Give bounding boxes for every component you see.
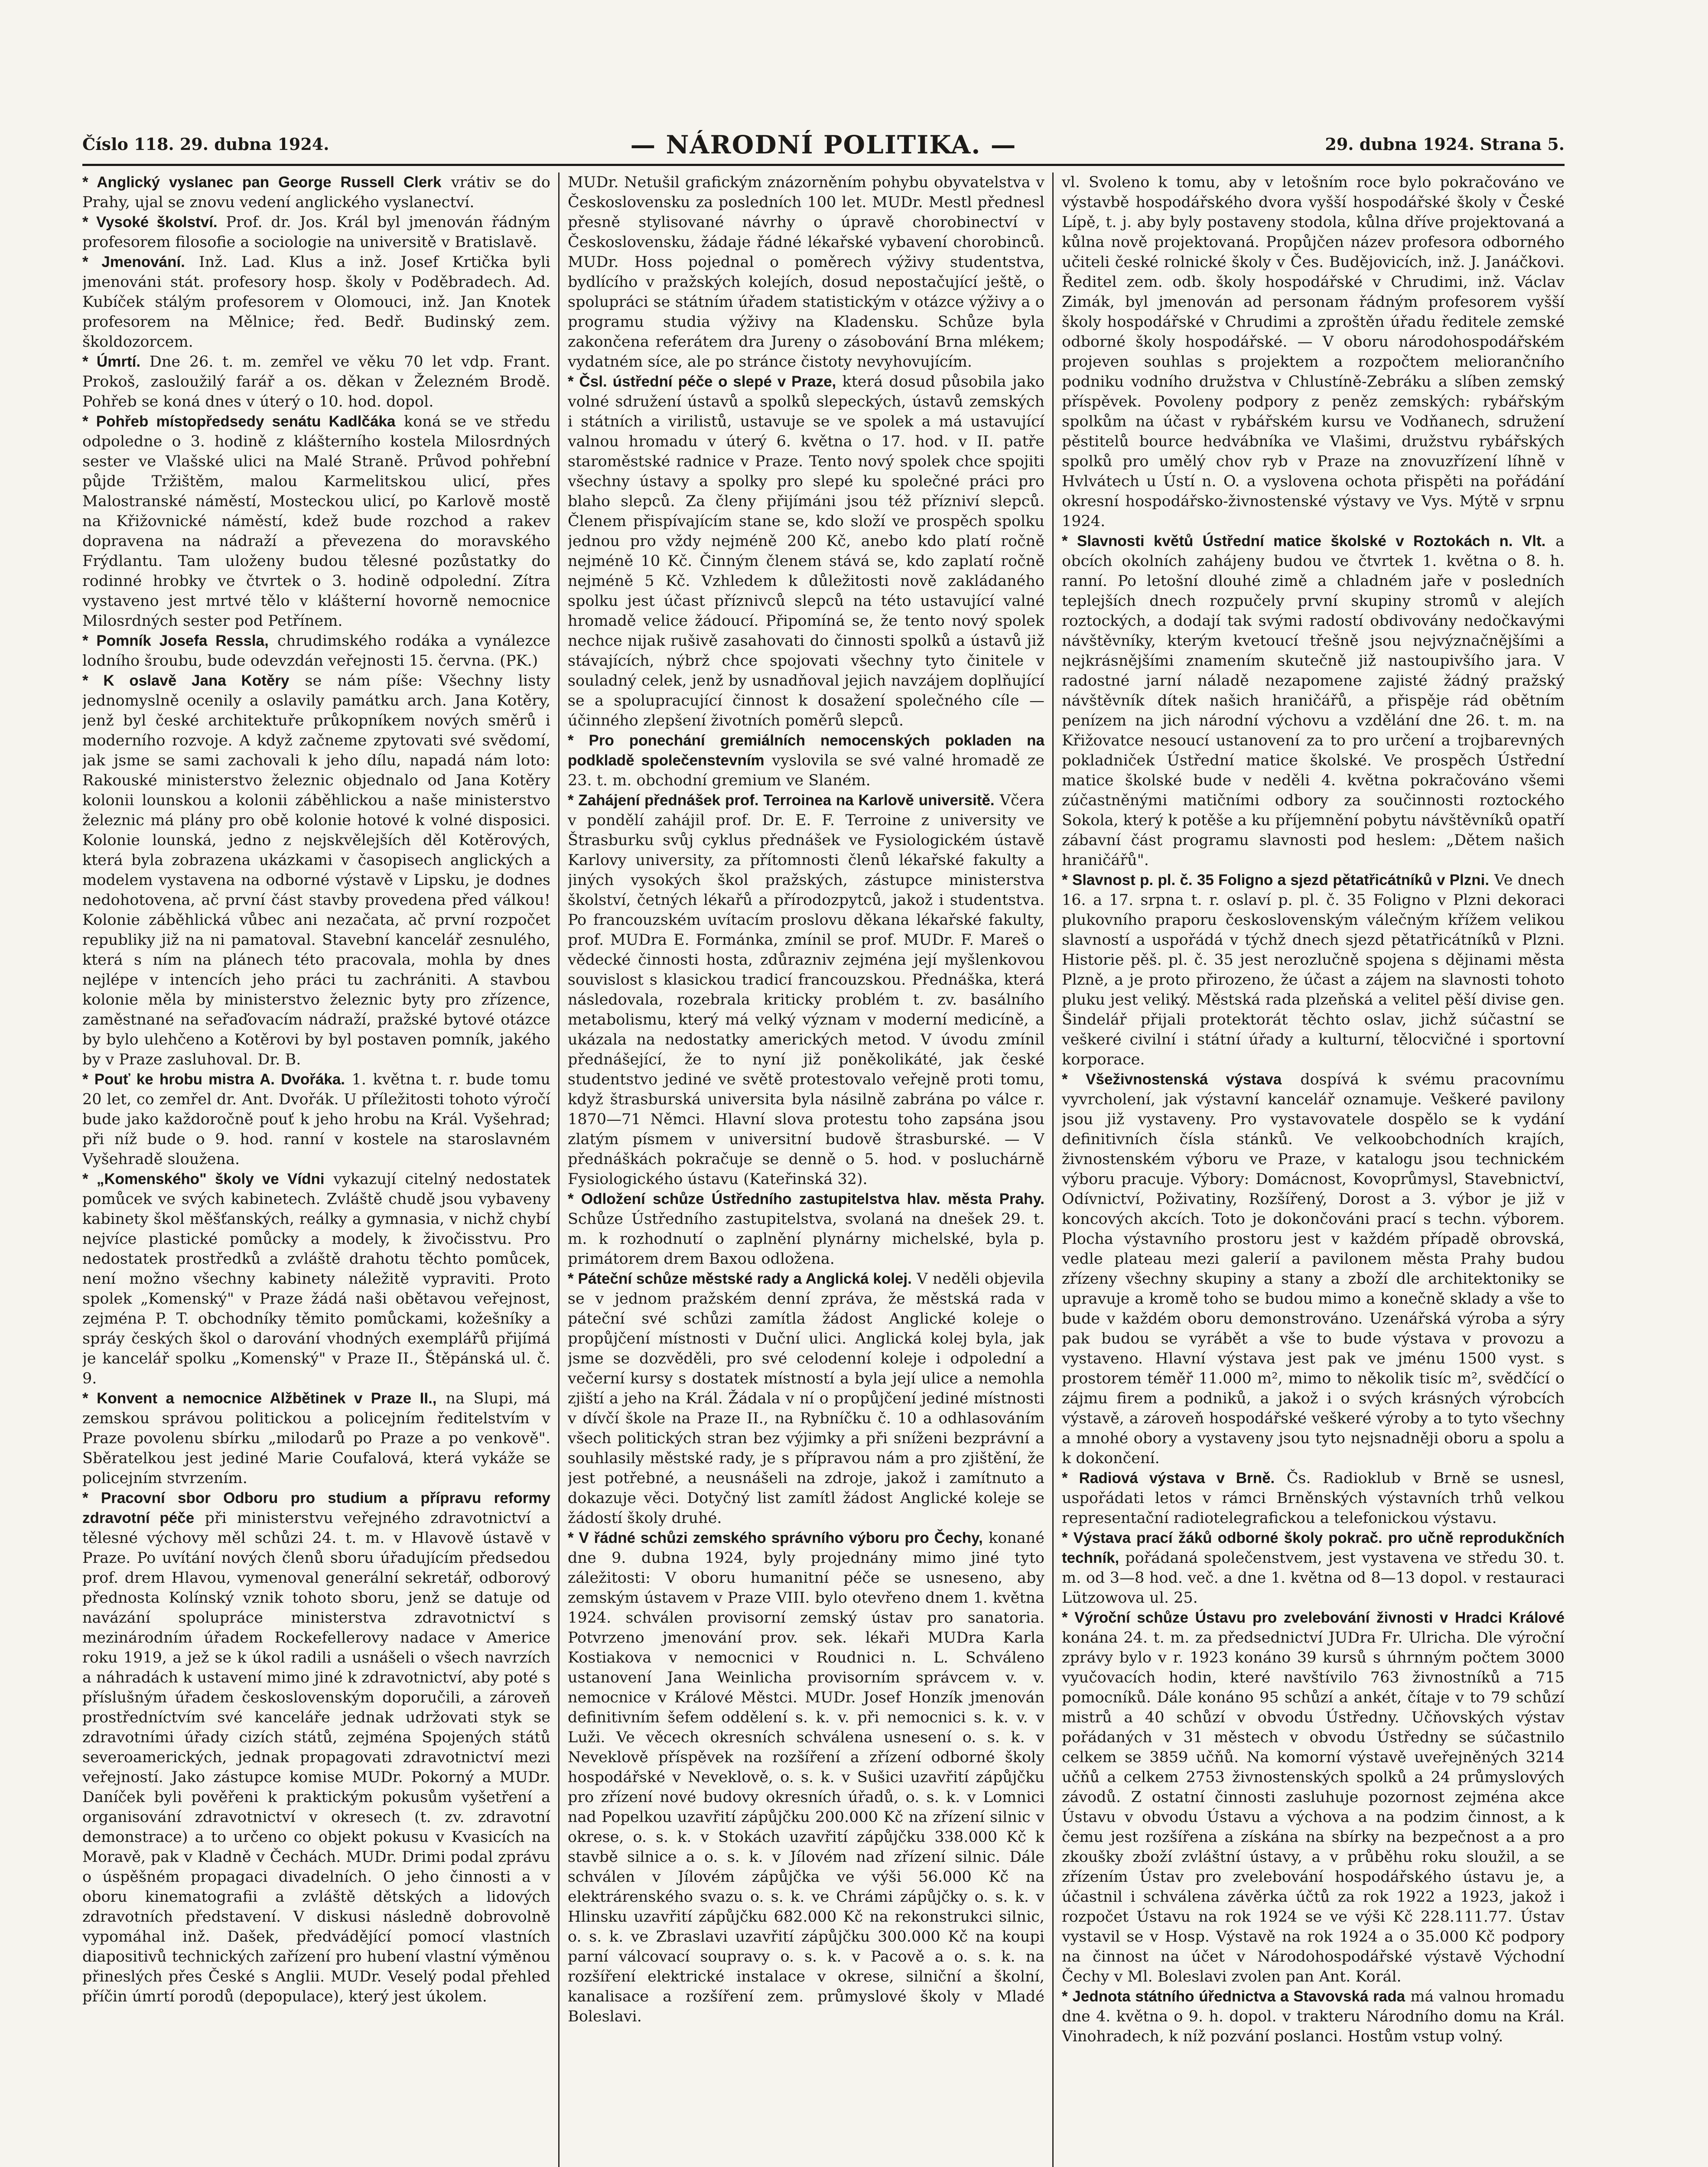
article [568,1189,1044,1269]
article-body: konána 24. t. m. za předsednictví JUDra Fr. Ulricha. Dle výroční zprávy bylo v r. 1923 konáno 39 kursů s úhrnným počtem 3000 vyučovacích hodin, které navštívilo 763 živnostníků a 715 pomocníků. Dále konáno 95 schůzí a ankét, čítaje v to 79 schůzí mistrů a 40 schůzí v obvodu Ústředny. Učňovských výstav pořádaných v 31 městech v obvodu Ústředny se súčastnilo celkem se 3859 učňů. Na komorní výstavě uveřejněných 3214 učňů a celkem 2753 živnostenských spolků a 24 průmyslových závodů. Z ostatní činnosti zasluhuje pozornost zejména akce Ústavu v obvodu Ústavu a výchova a na podzim činnost, a k čemu jest rozšířena a získána na sbírky na bezpečnost a a pro zkoušky zboží zvláštní ústavy, a v průběhu roku sloužil, a se zřízením Ústav pro zvelebování hospodářského ústavu je, a účastnil i schválena závěrka účtů za rok 1922 a 1923, jakož i rozpočet Ústavu na rok 1924 se ve výši Kč 228.111.77. Ústav vystavil se v Hosp. Výstavě na rok 1924 a o 35.000 Kč podpory na činnost na účet v Národohospodářské výstavě Východní Čechy v Ml. Boleslavi zvolen pan Ant. Korál. [1062,1629,1565,1985]
article-body: vl. Svoleno k tomu, aby v letošním roce bylo pokračováno ve výstavbě hospodářského dvora vyšší hospodářské školy v České Lípě, t. j. aby byly postaveny stodola, kůlna dříve projektovaná a kůlna nově projektovaná. Propůjčen název profesora odborného učiteli české rolnické školy v Čes. Budějovicích, inž. J. Janáčkovi. Ředitel zem. odb. školy hospodářské v Chrudimi, inž. Václav Zimák, byl jmenován ad personam řádným profesorem vyšší školy hospodářské v Chrudimi a zproštěn úřadu ředitele zemské odborné školy hospodářské. — V oboru národohospodářském projeven souhlas s projektem a rozpočtem meliorančního podniku vodního družstva v Chlustíně-Zebráku a slíben zemský příspěvek. Povoleny podpory z peněz zemských: rybářským spolkům na účast v rybářském kursu ve Vodňanech, sdružení pěstitelů bource hedvábníka ve Vlašimi, družstvu rybářských spolků pro umělý chov ryb v Praze na znovuzřízení líhně v Hvlvátech u Ústí n. O. a vyslovena ochota přispěti na pořádání okresní hospodářsko-živnostenské výstavy ve Vys. Mýtě v srpnu 1924. [1062,174,1565,530]
article [1062,531,1565,870]
article-headline: * Anglický vyslanec pan George Russell Clerk [82,174,442,191]
column-3 [1062,172,1565,2167]
article-headline: * Pouť ke hrobu mistra A. Dvořáka. [82,1071,345,1088]
article [82,1488,550,2007]
article-body: Včera v pondělí zahájil prof. Dr. E. F. Terroine z university ve Štrasburku svůj cyklus přednášek ve Fysiologickém ústavě Karlovy university, za přítomnosti členů lékařské fakulty a jiných vysokých škol pražských, zástupce ministerstva školství, četných lékařů a přírodozpytců, jakož i studentstva. Po francouzském uvítacím proslovu děkana lékařské fakulty, prof. MUDra E. Formánka, zmínil se prof. MUDr. F. Mareš o vědecké činnosti hosta, zdůrazniv zejména její myšlenkovou souvislost s klasickou tradicí francouzskou. Přednáška, která následovala, rozebrala kriticky problém t. zv. basálního metabolismu, který má velký význam v moderní medicíně, a ukázala na nedostatky amerických metod. V úvodu zmínil přednášející, že to nyní již poněkolikáté, jak české studentstvo jediné ve světě protestovalo veřejně proti tomu, když štrasburská universita byla násilně zabrána po válce r. 1870—71 Němci. Hlavní slova protestu toho zapsána jsou zlatým písmem v universitní budově štrasburské. — V přednáškách pokračuje se denně o 5. hod. v posluchárně Fysiologického ústavu (Kateřinská 32). [568,792,1044,1188]
article-headline: * Zahájení přednášek prof. Terroinea na Karlově universitě. [568,792,995,809]
article-body: chrudimského rodáka a vynálezce lodního šroubu, bude odevzdán veřejnosti 15. června. (PK.) [82,632,550,670]
article-body: Prof. dr. Jos. Král byl jmenován řádným profesorem filosofie a sociologie na universitě v Bratislavě. [82,214,550,251]
article [568,1528,1044,2027]
article-body: V neděli objevila se v jednom pražském denní zpráva, že městská rada v páteční své schůzi zamítla žádost Anglické koleje o propůjčení místnosti v Duční ulici. Anglická kolej byla, jak jsme se dozvěděli, pro své celodenní koleje i odpolední a večerní kursy s dostatek místností a byla její ulice a nemohla zjiští a jeho na Král. Žádala v ní o propůjčení jediné místnosti v dívčí škole na Praze II., na Rybníčku č. 10 a odhlasováním všech politických stran bez výjimky a při sníženi bezprávní a souhlasily městské rady, je s přípravou nám a pro zjištění, že jest potřebné, a neusnášeli na zdroje, jakož i zamítnuto a dokazuje věci. Dotyčný list zamítl žádost Anglické koleje se žádostí školy druhé. [568,1270,1044,1527]
article-body: při ministerstvu veřejného zdravotnictví a tělesné výchovy měl schůzi 24. t. m. v Hlavově ústavě v Praze. Po uvítání nových členů sboru úřadujícím předsedou prof. drem Hlavou, vymenoval generální sekretář, odborový přednosta Kolínský vznik tohoto sboru, jenž se datuje od navázání spolupráce ministerstva zdravotnictví s mezinárodním úřadem Rockefellerovy nadace v Americe roku 1919, a jež se k úkol radili a usnášeli o všech navrzích a náhradách k ustavení mimo jiné k zdravotnictví, aby poté s příslušným úřadem československým doporučili, a zároveň prostředníctvím své kanceláře jednak udržovati styk se zdravotními úřady cizích států, zejména Spojených států severoamerických, jednak propagovati zdravotnictví mezi veřejností. Jako zástupce komise MUDr. Pokorný a MUDr. Daníček byli pověřeni k praktickým pokusům vyšetření a organisování zdravotnictví v okresech (t. zv. zdravotní demonstrace) a to určeno co objekt pokusu v Kvasicích na Moravě, pak v Kladně v Čechách. MUDr. Drimi podal zprávu o úspěšném propagaci divadelních. O jeho činnosti a v oboru kinematografii a zvláště dětských a lidových zdravotních představení. V diskusi následně dobrovolně vypomáhal inž. Dašek, předvádějící pomocí vlastních diapositivů technických zařízení pro hubení vlastní výměnou přineslých přes České s Anglii. MUDr. Veselý podal přehled příčin úmrtí porodů (depopulace), který jest úkolem. [82,1510,550,2005]
article [82,252,550,352]
article-body: vykazují citelný nedostatek pomůcek ve svých kabinetech. Zvláště chudě jsou vybaveny kabinety škol měšťanských, reálky a gymnasia, v nichž chybí nejvíce plastické pomůcky a modely, k živočisstvu. Pro nedostatek prostředků a zvláště drahotu těchto pomůcek, není možno všechny kabinety náležitě vypraviti. Proto spolek „Komenský" v Praze žádá naši obětavou veřejnost, zejména P. T. obchodníky těmito pomůckami, kožešníky a spráy českých škol o darování vhodných exemplářů přijímá je kancelář spolku „Komenský" v Praze II., Štěpánská ul. č. 9. [82,1171,550,1387]
article [1062,1987,1565,2047]
article-headline: * Slavnosti květů Ústřední matice školské v Roztokách n. Vlt. [1062,533,1546,550]
article-headline: * K oslavě Jana Kotěry [82,672,290,689]
article-headline: * Radiová výstava v Brně. [1062,1470,1275,1487]
issue-number: Číslo 118. 29. dubna 1924. [82,134,329,154]
article-body: koná se ve středu odpoledne o 3. hodině z klášterního kostela Milosrdných sester ve Vlašské ulici na Malé Straně. Průvod pohřební půjde Tržištěm, malou Karmelitskou ulicí, přes Malostranské náměstí, Mosteckou ulicí, po Karlově mostě na Křižovnické náměstí, kdež bude rozchod a rakev dopravena na nádraží a převezena do moravského Frýdlantu. Tam uloženy budou tělesné pozůstatky do rodinné hrobky ve čtvrtek o 3. hodině odpolední. Zítra vystaveno jest mrtvé tělo v klášterní hovorně nemocnice Milosrdných sester pod Petřínem. [82,413,550,630]
article-body: Čs. Radioklub v Brně se usnesl, uspořádati letos v rámci Brněnských výstavních trhů velkou representační radiotelegrafickou a telefonickou výstavu. [1062,1470,1565,1527]
article-headline: * V řádné schůzi zemského správního výboru pro Čechy, [568,1529,983,1546]
column-2 [568,172,1044,2167]
article-body: má valnou hromadu dne 4. května o 9. h. dopol. v trakteru Národního domu na Král. Vinohradech, k níž pozvání poslanci. Hostům vstup volný. [1062,1988,1565,2045]
article [82,1389,550,1488]
page-header [82,130,1565,165]
article [82,1070,550,1169]
article-body: MUDr. Netušil grafickým znázorněním pohybu obyvatelstva v Československu za posledních 100 let. MUDr. Mestl přednesl přesně stylisované návrhy o úpravě chorobinectví v Československu, žádaje řádné lékařské vybavení chorobinců. MUDr. Hoss pojednal o poměrech výživy studentstva, bydlícího v pražských kolejích, dosud nepostačující ještě, o spolupráci se státním úřadem statistickým v otázce výživy a o programu studia výživy na Kladensku. Schůze byla zakončena referátem dra Jureny o zásobování Brna mlékem; vydatném síce, ale po stránce čistoty nevyhovujícím. [568,174,1044,371]
article-body: konané dne 9. dubna 1924, byly projednány mimo jiné tyto záležitosti: V oboru humanitní péče se usneseno, aby zemským ústavem v Praze VIII. bylo otevřeno dnem 1. května 1924. schválen provisorní zemský ústav pro sanatoria. Potvrzeno jmenování prov. sek. lékaři MUDra Karla Kostiakova v nemocnici v Roudnici n. L. Schváleno ustanovení Jana Weinlicha provisorním správcem v. v. nemocnice v Králové Městci. MUDr. Josef Honzík jmenován definitivním šefem oddělení s. k. v. při nemocnici s. k. v. v Luži. Ve věcech okresních schválena usnesení o. s. k. v Neveklově příspěvek na rozšíření a zřízení odborné školy hospodářské v Neveklově, o. s. k. v Sušici uzavřití zápůjčku pro zřízení nové budovy okresních úřadů, o. s. k. v Lomnici nad Popelkou uzavřití zápůjčku 200.000 Kč na zřízení silnic v okrese, o. s. k. v Stokách uzavřití zápůjčku 338.000 Kč k stavbě silnice a o. s. k. v Jílovém nad zřízení silnic. Dále schválen v Jílovém zápůjčka ve výši 56.000 Kč na elektrárenského svazu o. s. k. ve Chrámi zápůjčky o. s. k. v Hlinsku uzavřití zápůjčku 682.000 Kč na rekonstrukci silnic, o. s. k. ve Zbraslavi uzavřití zápůjčku 300.000 Kč na koupi parní válcovací soupravy o. s. k. v Pacově a o. s. k. na rozšíření elektrické instalace v okrese, silniční a školní, kanalisace a rozšíření zem. průmyslové školy v Mladé Boleslavi. [568,1529,1044,2025]
article-body: pořádaná společenstvem, jest vystavena ve středu 30. t. m. od 3—8 hod. več. a dne 1. května od 8—13 dopol. v restauraci Lützowova ul. 25. [1062,1549,1565,1607]
article-headline: * „Komenského" školy ve Vídni [82,1171,325,1188]
article [82,352,550,412]
article [568,372,1044,731]
article-headline: * Slavnost p. pl. č. 35 Foligno a sjezd pětatřicátníků v Plzni. [1062,872,1490,888]
article-headline: * Páteční schůze městské rady a Anglická kolej. [568,1270,912,1287]
article-headline: * Jednota státního úřednictva a Stavovská rada [1062,1988,1405,2005]
article-body: vrátiv se do Prahy, ujal se znovu vedení anglického vyslanectví. [82,174,550,211]
article [82,671,550,1070]
article [1062,1468,1565,1528]
article [1062,1608,1565,1987]
masthead-title: — NÁRODNÍ POLITIKA. — [630,130,1017,159]
article-body: dospívá k svému pracovnímu vyvrcholení, jak výstavní kancelář oznamuje. Veškeré pavilony jsou již vystaveny. Pro vystavovatele dospělo se k vydání definitivních čísla stánků. Ve velkoobchodních krajích, živnostenském výboru ve Praze, v katalogu jsou technickém výboru pracuje. Výbory: Domácnost, Kovoprůmysl, Stavebnictví, Odívnictví, Poživatiny, Rozšířený, Dorost a 3. výbor je již v koncových akcích. Toto je dokončováni prací s techn. výborem. Plocha výstavního prostoru jest v každém případě obrovská, vedle plateau mezi galerií a pavilonem města Prahy budou zřízeny všechny skupiny a stany a zboží dle architektoniky se upravuje a kromě toho se budou mimo a konečně sklady a vše to bude v každém oboru demonstrováno. Uzenářská výroba a sýry pak budou se vyrábět a vše to bude výstava v provozu a vystaveno. Hlavní výstava jest pak ve jménu 1500 vyst. s prostorem téměř 11.000 m², mimo to několik tisíc m², svědčící o zájmu firem a podniků, a jakož i o svých krásných výrobcích výstavě, a zároveň hospodářské veškeré výroby a to tyto všechny a mnohé obory a vystaveny jsou tyto nejsnadněji oboru a spolu a k dokončení. [1062,1071,1565,1467]
header-divider [82,164,1565,166]
article [1062,870,1565,1070]
article-body: Schůze Ústředního zastupitelstva, svolaná na dnešek 29. t. m. k rozhodnutí o zaplnění plynárny michelské, byla p. primátorem drem Baxou odložena. [568,1210,1044,1268]
article-headline: * Čsl. ústřední péče o slepé v Praze, [568,373,836,390]
article-headline: * Výroční schůze Ústavu pro zvelebování živnosti v Hradci Králové [1062,1609,1565,1626]
column-divider [558,172,560,2167]
article [82,412,550,631]
article-body: Ve dnech 16. a 17. srpna t. r. oslaví p. pl. č. 35 Foligno v Plzni dekoraci plukovního praporu československým válečným křížem velikou slavností a uspořádá v týchž dnech sjezd pětatřicátníků v Plzni. Historie pěš. pl. č. 35 jest nerozlučně spojena s dějinami města Plzně, a je proto přirozeno, že účast a zájem na slavnosti tohoto pluku jest veliký. Městská rada plzeňská a velitel pěší divise gen. Šindelář přijali protektorát těchto oslav, jichž súčastní se veškeré civilní i státní úřady a kulturní, tělocvičné i sportovní korporace. [1062,872,1565,1068]
article [1062,1070,1565,1468]
article-headline: * Pomník Josefa Ressla, [82,632,269,649]
article-headline: * Úmrtí. [82,353,141,370]
article-headline: * Vysoké školství. [82,214,218,231]
article [82,212,550,252]
article-body: Inž. Lad. Klus a inž. Josef Krtička byli jmenováni stát. profesory hosp. školy v Poděbradech. Ad. Kubíček stálým profesorem v Olomouci, inž. Jan Knotek profesorem na Mělnice; řed. Bedř. Budinský zem. školdozorcem. [82,254,550,351]
article [82,172,550,212]
article [1062,172,1565,531]
article-headline: * Odložení schůze Ústředního zastupitelstva hlav. města Prahy. [568,1191,1044,1207]
article-body: se nám píše: Všechny listy jednomyslně ocenily a oslavily památku arch. Jana Kotěry, jenž byl české architektuře průkopníkem nových směrů i moderního rozvoje. A když začneme zpytovati své svědomí, jak jsme se sami zachovali k jeho dílu, napadá nám loto: Rakouské ministerstvo železnic objednalo od Jana Kotěry kolonii lounskou a kolonii záběhlickou a naše ministerstvo železnic má plány pro obě kolonie hotové k volné disposici. Kolonie lounská, jedno z nejskvělejších děl Kotěrových, která byla zobrazena ukázkami v časopisech anglických a modelem vystavena na odborné výstavě v Lipsku, je dodnes nedohotovena, ač první část stavby provedena před válkou! Kolonie záběhlická vůbec ani nezačata, ač první rozpočet republiky již na ni pamatoval. Stavební kancelář zesnulého, která s ním na plánech této pracovala, mohla by dnes nejlépe v intencích jeho práci tu zachrániti. A stavbou kolonie měla by ministerstvo železnic byty pro zřízence, zaměstnané na seřaďovacím nádraží, pražské bytové otázce by bylo ulehčeno a Kotěrovi by byl postaven pomník, jakého by v Praze zasluhoval. Dr. B. [82,672,550,1068]
date-page-number: 29. dubna 1924. Strana 5. [1325,134,1565,154]
article-headline: * Všeživnostenská výstava [1062,1071,1282,1088]
article-headline: * Výstava prací žáků odborné školy pokrač. pro učně reprodukčních techník, [1062,1529,1565,1566]
article [82,631,550,671]
article [568,731,1044,791]
article-body: 1. května t. r. bude tomu 20 let, co zemřel dr. Ant. Dvořák. U příležitosti tohoto výročí bude jako každoročně pouť k jeho hrobu na Král. Vyšehrad; při níž bude o 9. hod. ranní v kostele na staroslavném Vyšehradě sloužena. [82,1071,550,1168]
article [82,1169,550,1389]
article-body: Dne 26. t. m. zemřel ve věku 70 let vdp. Frant. Prokoš, zasloužilý farář a os. děkan v Železném Brodě. Pohřeb se koná dnes v úterý o 10. hod. dopol. [82,353,550,410]
article-headline: * Jmenování. [82,254,185,270]
column-divider [1052,172,1054,2167]
article-body: vyslovila se své valné hromadě ze 23. t. m. obchodní gremium ve Slaném. [568,752,1044,789]
article-body: a obcích okolních zahájeny budou ve čtvrtek 1. května o 8. h. ranní. Po letošní dlouhé zimě a chladném jaře v posledních teplejších dnech rozpučely první skupiny stromů v alejích roztockých, a dodají tak svými radostí obdivovány nedočkavými návštěvníky, kterým kvetoucí třešně jsou nejvýznačnějšími a nejkrásnějšími znamením skutečně již nastoupivšího jara. V radostné jarní náladě nezapomene zajisté žádný pražský návštěvník dítek našich hraničářů, a přispěje rád obětním penízem na jich národní výchovu a vzdělání dne 26. t. m. na Křižovatce nesoucí ustanovení za to pro určení a trojbarevných pokladniček Ústřední matice školské. Ve prospěch Ústřední matice školské bude v neděli 4. května pokračováno všemi zúčastněnými matičními odbory za součinnosti roztockého Sokola, který k potěše a ku příjemnění pobytu návštěvníků opatří zábavní část programu slavnosti pod heslem: „Dětem našich hraničářů". [1062,533,1565,869]
article [568,172,1044,372]
article-body: na Slupi, má zemskou správou politickou a policejním ředitelstvím v Praze povolenu sbírku „milodarů po Praze a po venkově". Sběratelkou jest jediné Marie Coufalová, která vykáže se policejním stvrzením. [82,1390,550,1487]
article [568,1269,1044,1528]
article-body: která dosud působila jako volné sdružení ústavů a spolků slepeckých, ústavů zemských i státních a virilistů, ustavuje se ve spolek a má ustavující valnou hromadu v úterý 6. května o 17. hod. v II. patře staroměstské radnice v Praze. Tento nový spolek chce spojiti všechny ústavy a spolky pro slepé ku společné práci pro blaho slepců. Za členy přijímáni jsou též přízniví slepců. Členem přispívajícím stane se, kdo složí ve prospěch spolku jednou pro vždy nejméně 200 Kč, anebo kdo platí ročně nejméně 10 Kč. Činným členem stává se, kdo zaplatí ročně nejméně 5 Kč. Vzhledem k důležitosti nově zakládaného spolku jest účast příznivců slepců na této ustavující valné hromadě velice žádoucí. Připomíná se, že tento nový spolek nechce nijak rušivě zasahovati do činnosti spolků a ústavů již stávajících, nýbrž chce spojovati všechny tyto činitele v souladný celek, jenž by usnadňoval jejich navzájem doplňující se a spolupracující činnost k dosažení společného cíle — účinného zlepšení životních poměrů slepců. [568,373,1044,729]
article [568,791,1044,1189]
article [1062,1528,1565,1608]
article-headline: * Konvent a nemocnice Alžbětinek v Praze II., [82,1390,437,1407]
article-headline: * Pracovní sbor Odboru pro studium a přípravu reformy zdravotní péče [82,1490,550,1526]
article-headline: * Pohřeb místopředsedy senátu Kadlčáka [82,413,396,430]
column-1 [82,172,550,2167]
article-headline: * Pro ponechání gremiálních nemocenských pokladen na podkladě společenstevním [568,732,1044,769]
